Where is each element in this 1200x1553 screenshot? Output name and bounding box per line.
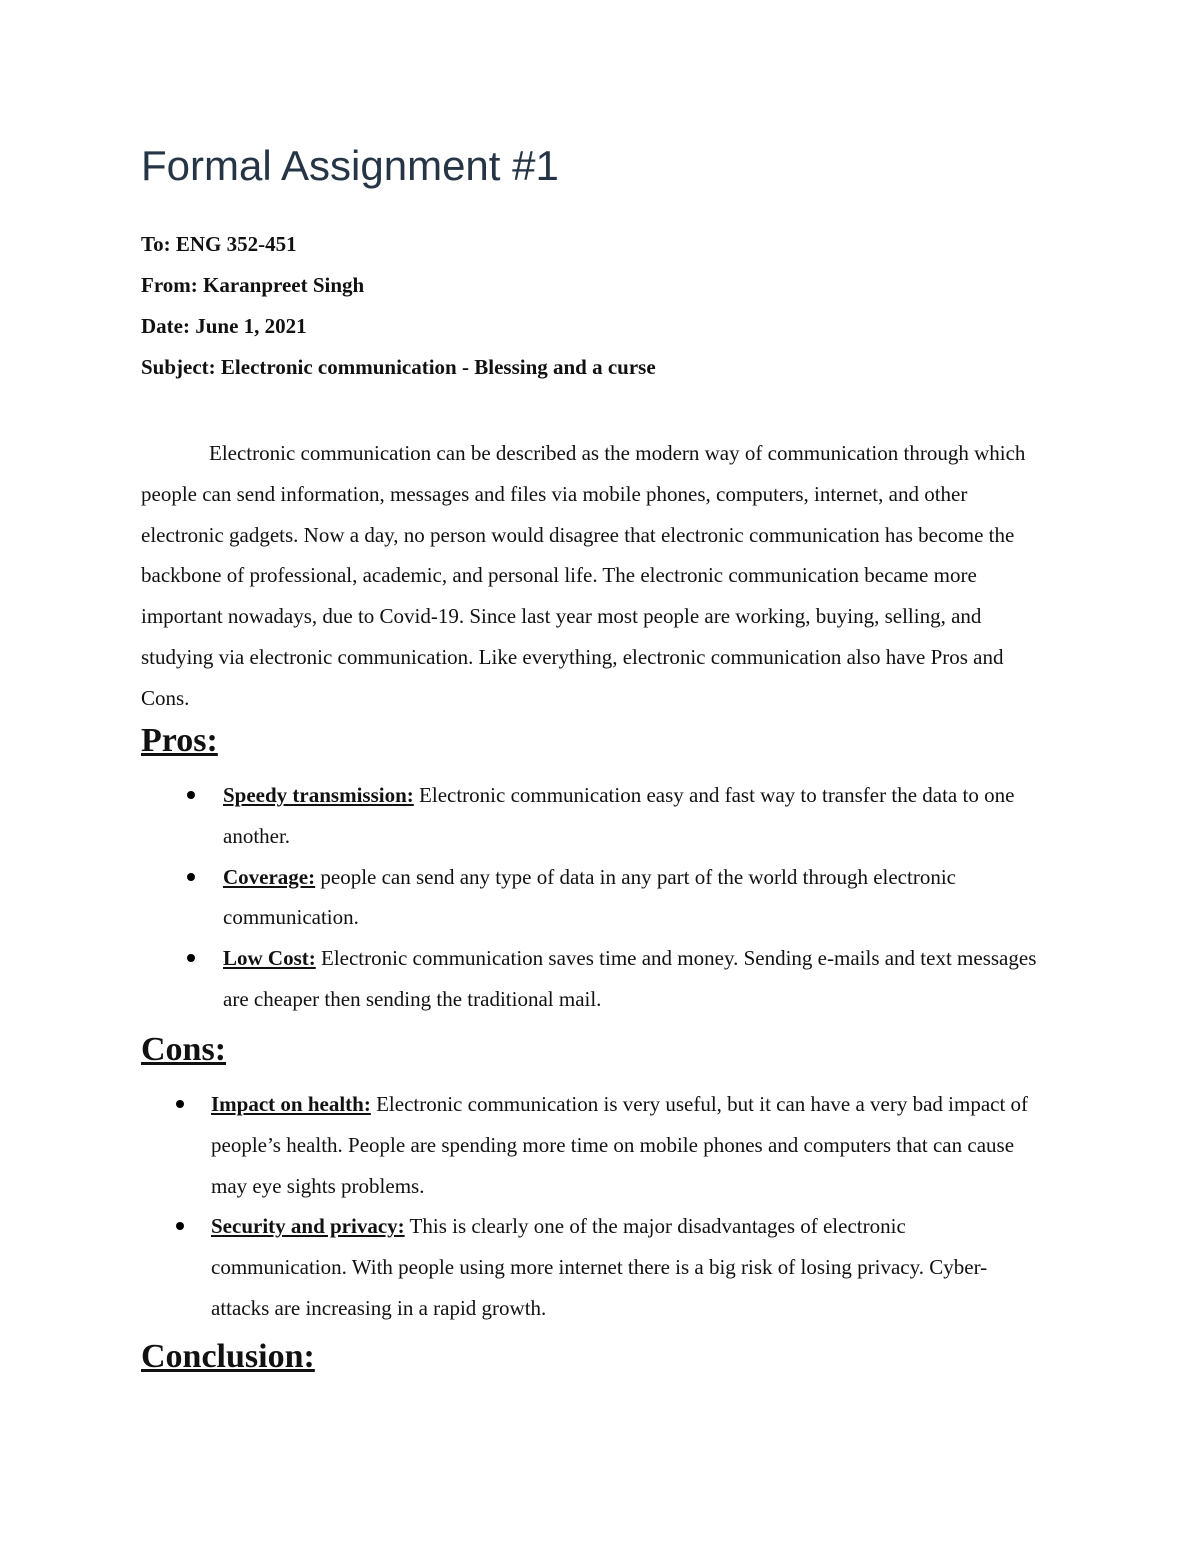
intro-paragraph: Electronic communication can be described as the modern way of communication through which people can send information, messages and files via mobile phones, computers, internet, and other electronic gadgets. Now a day, no person would disagree that electronic communication has become the backbone of professional, academic, and personal life. The electronic communication became more important nowadays, due to Covid-19. Since last year most people are working, buying, selling, and studying via electronic communication. Like everything, electronic communication also have Pros and Cons. xyxy=(141,441,1026,710)
list-item-term: Security and privacy: xyxy=(211,1214,405,1239)
list-item-text: Electronic communication is very useful, but it can have a very bad impact of people’s health. People are spending more time on mobile phones and computers that can cause may eye sights problems. xyxy=(211,1092,1029,1198)
conclusion-heading: Conclusion: xyxy=(141,1338,315,1375)
memo-to: To: ENG 352-451 xyxy=(141,232,297,256)
document-title: Formal Assignment #1 xyxy=(141,142,559,189)
list-item xyxy=(223,938,1063,1020)
bullet-icon xyxy=(176,1222,184,1230)
list-item-text: people can send any type of data in any part of the world through electronic communication. xyxy=(223,864,956,930)
list-item xyxy=(223,775,1063,857)
list-item-term: Impact on health: xyxy=(211,1092,371,1116)
pros-list xyxy=(223,775,1063,1020)
list-item-text: This is clearly one of the major disadvantages of electronic communication. With people using more internet there is a big risk of losing privacy. Cyber-attacks are increasing in a rapid growth. xyxy=(211,1214,988,1320)
list-item-term: Coverage: xyxy=(223,864,316,889)
list-item xyxy=(223,857,1063,939)
pros-heading: Pros: xyxy=(141,722,218,759)
list-item-term: Low Cost: xyxy=(223,946,316,971)
bullet-icon xyxy=(187,954,195,962)
list-item xyxy=(211,1206,1031,1328)
list-item-text: Electronic communication saves time and money. Sending e-mails and text messages are cheaper then sending the traditional mail. xyxy=(223,946,1037,1011)
cons-heading: Cons: xyxy=(141,1031,227,1068)
memo-from: From: Karanpreet Singh xyxy=(141,273,365,297)
bullet-icon xyxy=(187,791,195,799)
bullet-icon xyxy=(187,873,195,881)
list-item-term: Speedy transmission: xyxy=(223,783,414,807)
memo-header xyxy=(141,229,1081,393)
list-item-text: Electronic communication easy and fast way to transfer the data to one another. xyxy=(223,783,1015,848)
list-item xyxy=(211,1084,1031,1206)
cons-list xyxy=(211,1084,1031,1329)
memo-subject: Subject: Electronic communication - Blessing and a curse xyxy=(141,355,656,379)
memo-date: Date: June 1, 2021 xyxy=(141,314,307,338)
bullet-icon xyxy=(176,1100,184,1108)
